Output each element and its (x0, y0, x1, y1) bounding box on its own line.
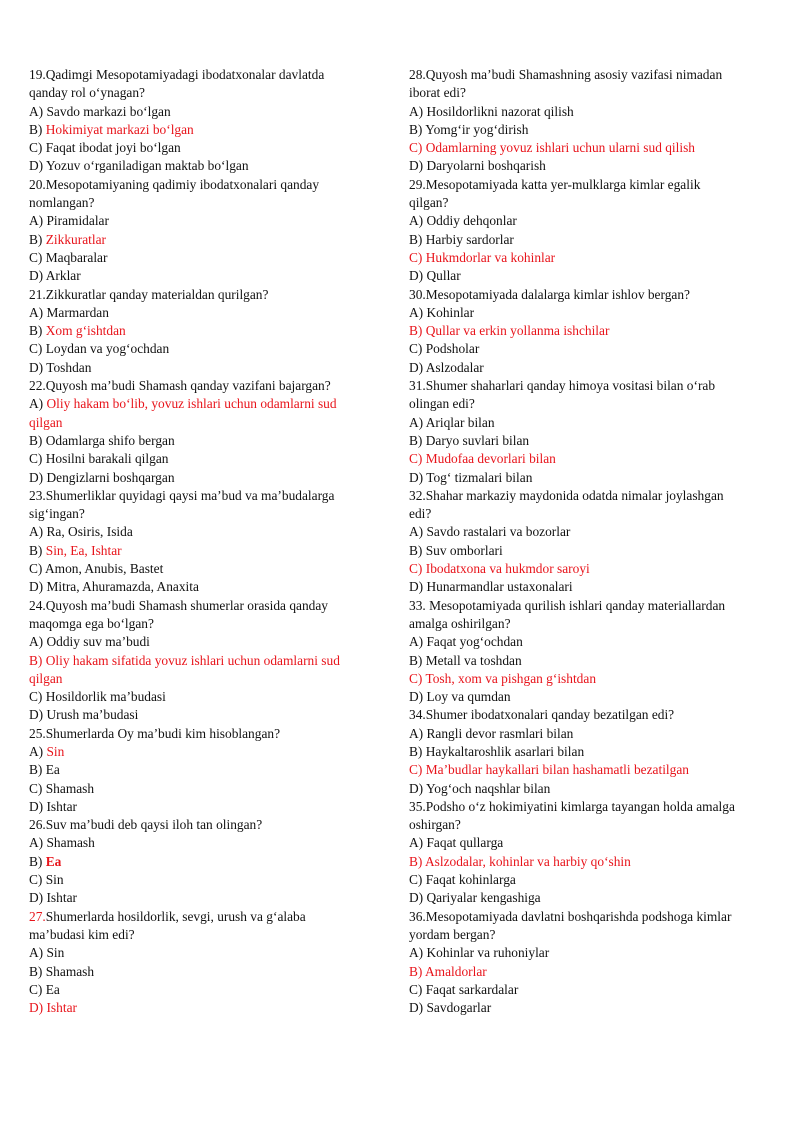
line-text: qilgan? (409, 195, 449, 211)
text-line (29, 340, 379, 358)
text-line (409, 267, 771, 285)
text-line (29, 780, 379, 798)
answer-highlight: Oliy hakam bo‘lib, yovuz ishlari uchun odamlarni sud (46, 396, 337, 412)
text-line (409, 66, 771, 84)
line-text: C) Tosh, xom va pishgan g‘ishtdan (409, 670, 597, 686)
question-number: 27. (29, 908, 46, 924)
text-line (409, 212, 771, 230)
text-line (29, 212, 379, 230)
line-text: D) Ishtar (29, 1000, 77, 1016)
text-line (29, 761, 379, 779)
line-text: D) Hunarmandlar ustaxonalari (409, 579, 573, 595)
line-text: 35.Podsho o‘z hokimiyatini kimlarga tayangan holda amalga (409, 798, 735, 814)
answer-highlight: Hokimiyat markazi bo‘lgan (45, 121, 194, 137)
text-line (29, 670, 379, 688)
text-line (29, 103, 379, 121)
text-line (29, 908, 379, 926)
text-line (29, 578, 379, 596)
line-text: B) Shamash (29, 963, 95, 979)
line-text: D) Aslzodalar (409, 359, 484, 375)
line-text: iborat edi? (409, 85, 466, 101)
line-text: 26.Suv ma’budi deb qaysi iloh tan olingan? (29, 817, 263, 833)
text-line (409, 249, 771, 267)
text-line (29, 359, 379, 377)
line-text: A) Savdo markazi bo‘lgan (29, 103, 171, 119)
line-text: 24.Quyosh ma’budi Shamash shumerlar orasida qanday (29, 597, 328, 613)
text-line (409, 834, 771, 852)
line-text: 32.Shahar markaziy maydonida odatda nimalar joylashgan (409, 487, 724, 503)
question-text: Shumerlarda hosildorlik, sevgi, urush va g‘alaba (45, 908, 306, 924)
line-text: qanday rol o‘ynagan? (29, 85, 146, 101)
text-line (409, 414, 771, 432)
line-text: D) Toshdan (29, 359, 92, 375)
text-line (29, 926, 379, 944)
text-line (409, 542, 771, 560)
text-line (29, 395, 379, 413)
answer-highlight: Sin, Ea, Ishtar (45, 542, 122, 558)
line-text: A) (29, 743, 47, 759)
text-line (409, 487, 771, 505)
line-text: C) Maqbaralar (29, 249, 108, 265)
line-text: C) Faqat kohinlarga (409, 872, 516, 888)
line-text: D) Yozuv o‘rganiladigan maktab bo‘lgan (29, 158, 249, 174)
text-line (29, 84, 379, 102)
text-line (409, 798, 771, 816)
text-line (409, 322, 771, 340)
text-line (29, 798, 379, 816)
line-text: oshirgan? (409, 817, 461, 833)
text-line (29, 889, 379, 907)
text-line (29, 66, 379, 84)
line-text: C) Amon, Anubis, Bastet (29, 561, 164, 577)
line-text: D) Mitra, Ahuramazda, Anaxita (29, 579, 199, 595)
text-line (29, 450, 379, 468)
line-text: A) Kohinlar (409, 304, 475, 320)
line-text: 22.Quyosh ma’budi Shamash qanday vazifani bajargan? (29, 378, 331, 394)
line-text: C) Hosilni barakali qilgan (29, 451, 169, 467)
text-line (29, 743, 379, 761)
line-text: maqomga ega bo‘lgan? (29, 615, 154, 631)
text-line (409, 505, 771, 523)
line-text: A) Faqat yog‘ochdan (409, 634, 523, 650)
text-line (409, 139, 771, 157)
line-text: A) Faqat qullarga (409, 835, 504, 851)
line-text: A) Piramidalar (29, 213, 109, 229)
text-line (409, 761, 771, 779)
text-line (29, 377, 379, 395)
line-text: A) Oddiy dehqonlar (409, 213, 517, 229)
text-line (409, 981, 771, 999)
line-text: qilgan (29, 414, 63, 430)
text-line (409, 395, 771, 413)
text-line (29, 652, 379, 670)
text-line (409, 908, 771, 926)
text-line (409, 853, 771, 871)
text-line (29, 157, 379, 175)
line-text: B) (29, 542, 46, 558)
line-text: 19.Qadimgi Mesopotamiyadagi ibodatxonalar davlatda (29, 67, 325, 82)
line-text: D) Ishtar (29, 890, 77, 906)
line-text: B) (29, 853, 46, 869)
line-text: D) Loy va qumdan (409, 689, 511, 705)
line-text: C) Hosildorlik ma’budasi (29, 689, 166, 705)
text-line (29, 469, 379, 487)
line-text: B) Harbiy sardorlar (409, 231, 514, 247)
text-line (29, 414, 379, 432)
text-line (29, 249, 379, 267)
text-line (29, 176, 379, 194)
line-text: 21.Zikkuratlar qanday materialdan qurilgan? (29, 286, 269, 302)
text-line (409, 743, 771, 761)
text-line (409, 377, 771, 395)
text-line (29, 194, 379, 212)
line-text: A) Sin (29, 945, 65, 961)
text-line (29, 505, 379, 523)
text-line (29, 286, 379, 304)
text-line (409, 340, 771, 358)
text-line (409, 578, 771, 596)
text-line (409, 194, 771, 212)
text-line (29, 487, 379, 505)
line-text: A) Rangli devor rasmlari bilan (409, 725, 574, 741)
line-text: B) Suv omborlari (409, 542, 503, 558)
text-line (409, 633, 771, 651)
line-text: 33. Mesopotamiyada qurilish ishlari qanday materiallardan (409, 597, 726, 613)
text-line (409, 121, 771, 139)
line-text: B) Yomg‘ir yog‘dirish (409, 121, 529, 137)
text-line (409, 157, 771, 175)
text-line (409, 615, 771, 633)
line-text: 25.Shumerlarda Oy ma’budi kim hisoblangan? (29, 725, 281, 741)
line-text: C) Loydan va yog‘ochdan (29, 341, 170, 357)
line-text: A) Marmardan (29, 304, 109, 320)
text-line (409, 231, 771, 249)
text-line (409, 999, 771, 1017)
text-line (29, 121, 379, 139)
line-text: A) Ra, Osiris, Isida (29, 524, 133, 540)
line-text: D) Arklar (29, 268, 81, 284)
line-text: D) Yog‘och naqshlar bilan (409, 780, 551, 796)
line-text: A) Oddiy suv ma’budi (29, 634, 150, 650)
line-text: C) Hukmdorlar va kohinlar (409, 249, 556, 265)
text-line (29, 542, 379, 560)
text-line (29, 633, 379, 651)
answer-highlight: Ea (45, 853, 62, 869)
line-text: C) Ibodatxona va hukmdor saroyi (409, 561, 590, 577)
text-line (409, 304, 771, 322)
text-line (409, 286, 771, 304)
line-text: C) Faqat sarkardalar (409, 981, 519, 997)
text-line (29, 432, 379, 450)
line-text: olingan edi? (409, 396, 475, 412)
text-line (409, 670, 771, 688)
text-line (409, 688, 771, 706)
text-line (409, 84, 771, 102)
line-text: B) Daryo suvlari bilan (409, 432, 530, 448)
text-line (29, 706, 379, 724)
text-line (29, 267, 379, 285)
text-line (409, 706, 771, 724)
text-line (29, 999, 379, 1017)
line-text: B) Ea (29, 762, 60, 778)
text-line (409, 469, 771, 487)
line-text: C) Odamlarning yovuz ishlari uchun ularni sud qilish (409, 140, 695, 156)
text-line (409, 103, 771, 121)
text-line (409, 652, 771, 670)
line-text: 30.Mesopotamiyada dalalarga kimlar ishlov bergan? (409, 286, 691, 302)
text-line (409, 359, 771, 377)
line-text: D) Dengizlarni boshqargan (29, 469, 175, 485)
text-line (29, 615, 379, 633)
answer-highlight: Zikkuratlar (45, 231, 106, 247)
line-text: 36.Mesopotamiyada davlatni boshqarishda podshoga kimlar (409, 908, 732, 924)
line-text: A) Ariqlar bilan (409, 414, 495, 430)
line-text: 31.Shumer shaharlari qanday himoya vositasi bilan o‘rab (409, 378, 716, 394)
answer-highlight: Xom g‘ishtdan (45, 323, 126, 339)
line-text: 28.Quyosh ma’budi Shamashning asosiy vazifasi nimadan (409, 67, 723, 82)
line-text: D) Tog‘ tizmalari bilan (409, 469, 533, 485)
text-line (409, 725, 771, 743)
line-text: B) Haykaltaroshlik asarlari bilan (409, 743, 585, 759)
text-line (409, 523, 771, 541)
text-line (29, 597, 379, 615)
line-text: B) Qullar va erkin yollanma ishchilar (409, 323, 610, 339)
line-text: D) Qullar (409, 268, 461, 284)
right-column (409, 66, 771, 1017)
line-text: B) Oliy hakam sifatida yovuz ishlari uchun odamlarni sud (29, 652, 340, 668)
text-line (409, 944, 771, 962)
line-text: C) Shamash (29, 780, 95, 796)
line-text: 23.Shumerliklar quyidagi qaysi ma’bud va ma’budalarga (29, 487, 335, 503)
line-text: C) Mudofaa devorlari bilan (409, 451, 556, 467)
line-text: D) Urush ma’budasi (29, 707, 139, 723)
line-text: C) Ma’budlar haykallari bilan hashamatli bezatilgan (409, 762, 689, 778)
text-line (409, 871, 771, 889)
line-text: amalga oshirilgan? (409, 615, 511, 631)
line-text: C) Ea (29, 981, 60, 997)
line-text: A) Savdo rastalari va bozorlar (409, 524, 571, 540)
text-line (409, 176, 771, 194)
line-text: D) Savdogarlar (409, 1000, 492, 1016)
text-line (29, 523, 379, 541)
text-line (29, 688, 379, 706)
answer-highlight: Sin (46, 743, 65, 759)
text-line (29, 322, 379, 340)
text-line (29, 725, 379, 743)
line-text: C) Faqat ibodat joyi bo‘lgan (29, 140, 181, 156)
text-line (409, 560, 771, 578)
line-text: B) Amaldorlar (409, 963, 487, 979)
text-line (29, 853, 379, 871)
text-line (29, 834, 379, 852)
text-line (409, 450, 771, 468)
line-text: qilgan (29, 670, 63, 686)
line-text: C) Sin (29, 872, 64, 888)
line-text: A) Hosildorlikni nazorat qilish (409, 103, 574, 119)
line-text: A) Shamash (29, 835, 95, 851)
line-text: C) Podsholar (409, 341, 480, 357)
text-line (29, 981, 379, 999)
text-line (29, 944, 379, 962)
text-line (409, 432, 771, 450)
text-line (29, 139, 379, 157)
text-line (29, 304, 379, 322)
line-text: yordam bergan? (409, 926, 496, 942)
text-line (29, 871, 379, 889)
line-text: A) (29, 396, 47, 412)
text-line (409, 816, 771, 834)
text-line (409, 597, 771, 615)
text-line (29, 231, 379, 249)
line-text: D) Qariyalar kengashiga (409, 890, 541, 906)
line-text: B) (29, 121, 46, 137)
text-line (409, 889, 771, 907)
line-text: 20.Mesopotamiyaning qadimiy ibodatxonalari qanday (29, 176, 320, 192)
line-text: B) Aslzodalar, kohinlar va harbiy qo‘shin (409, 853, 631, 869)
line-text: edi? (409, 506, 432, 522)
text-line (409, 780, 771, 798)
line-text: B) Metall va toshdan (409, 652, 522, 668)
text-line (29, 963, 379, 981)
line-text: 29.Mesopotamiyada katta yer-mulklarga kimlar egalik (409, 176, 701, 192)
line-text: B) (29, 231, 46, 247)
text-line (409, 963, 771, 981)
line-text: B) (29, 323, 46, 339)
text-line (29, 560, 379, 578)
line-text: B) Odamlarga shifo bergan (29, 432, 175, 448)
line-text: sig‘ingan? (29, 506, 85, 522)
line-text: A) Kohinlar va ruhoniylar (409, 945, 550, 961)
line-text: nomlangan? (29, 195, 95, 211)
line-text: ma’budasi kim edi? (29, 926, 135, 942)
left-column (29, 66, 379, 1017)
text-line (29, 816, 379, 834)
text-line (409, 926, 771, 944)
line-text: D) Daryolarni boshqarish (409, 158, 546, 174)
line-text: D) Ishtar (29, 798, 77, 814)
line-text: 34.Shumer ibodatxonalari qanday bezatilgan edi? (409, 707, 675, 723)
